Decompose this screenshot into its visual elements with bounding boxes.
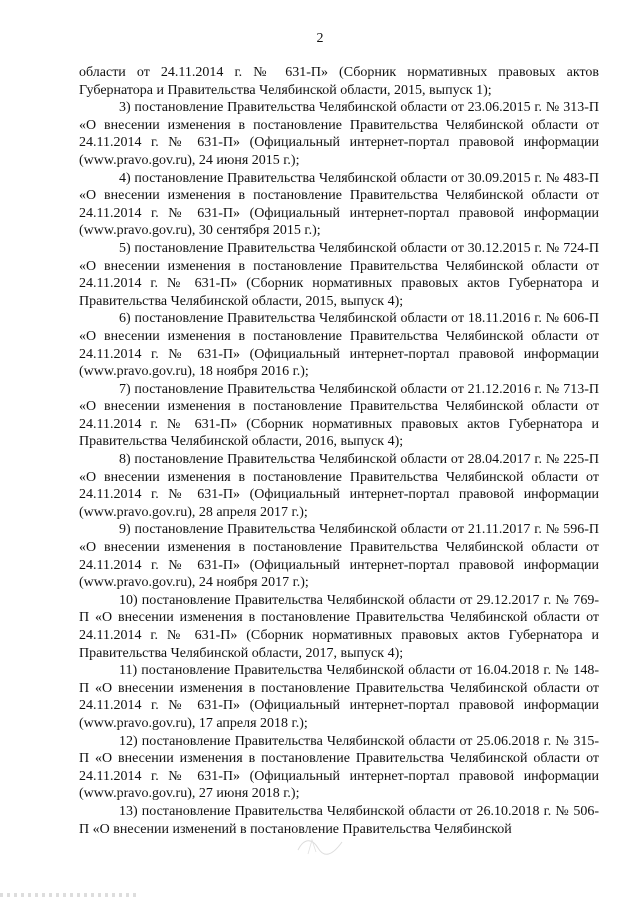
list-item-5: 5) постановление Правительства Челябинской области от 30.12.2015 г. № 724-П «О внесении изменения в постановление Правительства Челябинской области от 24.11.2014 г. № 631-П» (Сборник нормативных правовых актов Губернатора и Правительства Челябинской области, 2015, выпуск 4); bbox=[79, 240, 599, 309]
paragraph-continuation: области от 24.11.2014 г. № 631-П» (Сборник нормативных правовых актов Губернатора и Правительства Челябинской области, 2015, выпуск 1); bbox=[79, 65, 599, 98]
list-item-9: 9) постановление Правительства Челябинской области от 21.11.2017 г. № 596-П «О внесении изменения в постановление Правительства Челябинской области от 24.11.2014 г. № 631-П» (Официальный интернет-портал правовой информации (www.pravo.gov.ru), 24 ноября 2017 г.); bbox=[79, 522, 599, 591]
faint-stamp-mark bbox=[290, 832, 350, 858]
list-item-11: 11) постановление Правительства Челябинской области от 16.04.2018 г. № 148-П «О внесении изменения в постановление Правительства Челябинской области от 24.11.2014 г. № 631-П» (Официальный интернет-портал правовой информации (www.pravo.gov.ru), 17 апреля 2018 г.); bbox=[79, 663, 599, 731]
list-item-4: 4) постановление Правительства Челябинской области от 30.09.2015 г. № 483-П «О внесении изменения в постановление Правительства Челябинской области от 24.11.2014 г. № 631-П» (Официальный интернет-портал правовой информации (www.pravo.gov.ru), 30 сентября 2015 г.); bbox=[79, 170, 599, 239]
document-body bbox=[79, 64, 599, 838]
list-item-7: 7) постановление Правительства Челябинской области от 21.12.2016 г. № 713-П «О внесении изменения в постановление Правительства Челябинской области от 24.11.2014 г. № 631-П» (Сборник нормативных правовых актов Губернатора и Правительства Челябинской области, 2016, выпуск 4); bbox=[79, 381, 599, 450]
list-item-12: 12) постановление Правительства Челябинской области от 25.06.2018 г. № 315-П «О внесении изменения в постановление Правительства Челябинской области от 24.11.2014 г. № 631-П» (Официальный интернет-портал правовой информации (www.pravo.gov.ru), 27 июня 2018 г.); bbox=[79, 733, 599, 802]
list-item-13: 13) постановление Правительства Челябинской области от 26.10.2018 г. № 506-П «О внесении изменений в постановление Правительства Челябинской bbox=[79, 803, 599, 837]
page-number: 2 bbox=[316, 31, 324, 46]
list-item-8: 8) постановление Правительства Челябинской области от 28.04.2017 г. № 225-П «О внесении изменения в постановление Правительства Челябинской области от 24.11.2014 г. № 631-П» (Официальный интернет-портал правовой информации (www.pravo.gov.ru), 28 апреля 2017 г.); bbox=[79, 452, 599, 520]
list-item-3: 3) постановление Правительства Челябинской области от 23.06.2015 г. № 313-П «О внесении изменения в постановление Правительства Челябинской области от 24.11.2014 г. № 631-П» (Официальный интернет-портал правовой информации (www.pravo.gov.ru), 24 июня 2015 г.); bbox=[79, 100, 599, 168]
list-item-10: 10) постановление Правительства Челябинской области от 29.12.2017 г. № 769-П «О внесении изменения в постановление Правительства Челябинской области от 24.11.2014 г. № 631-П» (Сборник нормативных правовых актов Губернатора и Правительства Челябинской области, 2017, выпуск 4); bbox=[79, 592, 599, 661]
scan-edge-artifact bbox=[0, 893, 140, 897]
list-item-6: 6) постановление Правительства Челябинской области от 18.11.2016 г. № 606-П «О внесении изменения в постановление Правительства Челябинской области от 24.11.2014 г. № 631-П» (Официальный интернет-портал правовой информации (www.pravo.gov.ru), 18 ноября 2016 г.); bbox=[79, 311, 599, 380]
